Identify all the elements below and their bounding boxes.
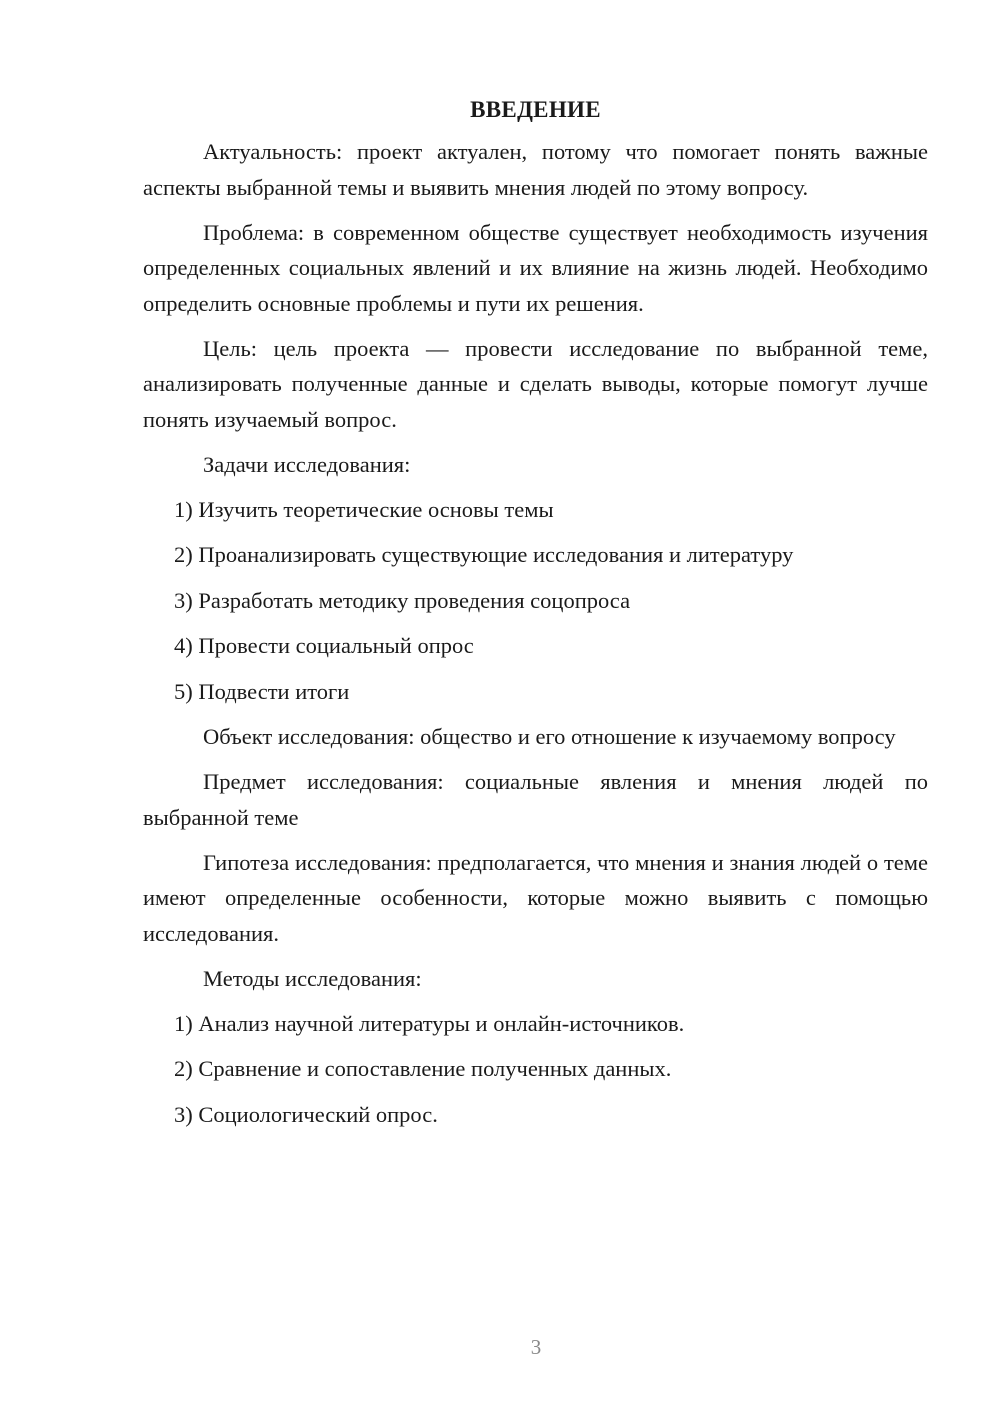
- task-item: 1) Изучить теоретические основы темы: [174, 496, 554, 522]
- section-title: ВВЕДЕНИЕ: [470, 97, 601, 122]
- method-item: 3) Социологический опрос.: [174, 1101, 438, 1127]
- task-item: 5) Подвести итоги: [174, 678, 350, 704]
- task-item: 3) Разработать методику проведения соцопроса: [174, 587, 631, 613]
- methods-list: [143, 1006, 928, 1133]
- hypothesis-paragraph: Гипотеза исследования: предполагается, что мнения и знания людей о теме имеют определенные особенности, которые можно выявить с помощью исследования.: [143, 849, 928, 946]
- tasks-list: [143, 492, 928, 710]
- methods-heading: Методы исследования:: [203, 965, 422, 991]
- method-item: 2) Сравнение и сопоставление полученных данных.: [174, 1056, 672, 1081]
- tasks-heading: Задачи исследования:: [203, 451, 411, 477]
- problem-paragraph: Проблема: в современном обществе существует необходимость изучения определенных социальных явлений и их влияние на жизнь людей. Необходимо определить основные проблемы и пути их решения.: [143, 219, 928, 316]
- task-item: 2) Проанализировать существующие исследования и литературу: [174, 542, 794, 567]
- method-item: 1) Анализ научной литературы и онлайн-источников.: [174, 1010, 685, 1036]
- page-number: 3: [530, 1335, 542, 1359]
- goal-paragraph: Цель: цель проекта — провести исследование по выбранной теме, анализировать полученные данные и сделать выводы, которые помогут лучше понять изучаемый вопрос.: [143, 335, 928, 432]
- object-paragraph: Объект исследования: общество и его отношение к изучаемому вопросу: [203, 724, 896, 749]
- document-page: [143, 92, 928, 1142]
- subject-paragraph: Предмет исследования: социальные явления и мнения людей по выбранной теме: [143, 769, 928, 830]
- task-item: 4) Провести социальный опрос: [174, 633, 474, 658]
- actuality-paragraph: Актуальность: проект актуален, потому что помогает понять важные аспекты выбранной темы и выявить мнения людей по этому вопросу.: [143, 139, 928, 200]
